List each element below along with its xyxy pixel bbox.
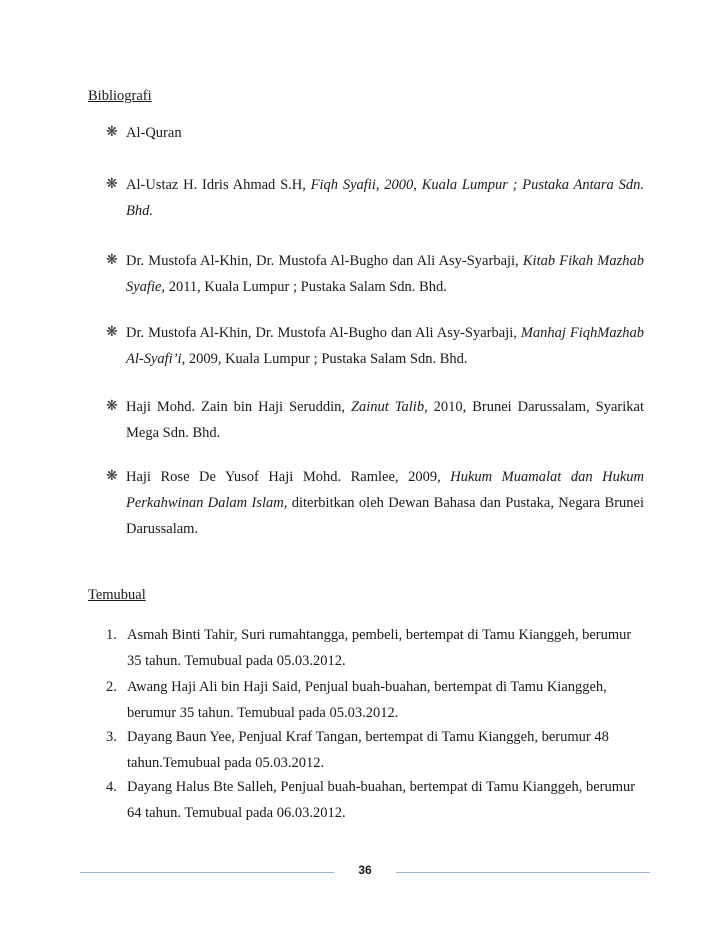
citation-text: Haji Mohd. Zain bin Haji Seruddin, bbox=[126, 399, 351, 415]
footer-rule-right bbox=[396, 872, 650, 873]
citation-text: 2009, Kuala Lumpur ; Pustaka Salam Sdn. Bhd. bbox=[185, 351, 468, 367]
interview-text: Dayang Halus Bte Salleh, Penjual buah-buahan, bertempat di Tamu Kianggeh, berumur 64 tahun. Temubual pada 06.03.2012. bbox=[127, 779, 636, 821]
interview-text: Dayang Baun Yee, Penjual Kraf Tangan, bertempat di Tamu Kianggeh, berumur 48 tahun.Temubual pada 05.03.2012. bbox=[127, 729, 609, 771]
citation-text: , diterbitkan oleh Dewan Bahasa dan Pustaka, Negara Brunei Darussalam. bbox=[126, 495, 644, 537]
citation-title: Zainut Talib, bbox=[350, 399, 428, 415]
citation-text: Dr. Mustofa Al-Khin, Dr. Mustofa Al-Bugho dan Ali Asy-Syarbaji, bbox=[126, 253, 523, 269]
interview-number: 3. bbox=[106, 729, 117, 745]
bibliography-entry-text bbox=[126, 320, 644, 372]
bullet-icon: ❋ bbox=[106, 469, 118, 484]
interview-number: 4. bbox=[106, 779, 117, 795]
citation-text: 2011, Kuala Lumpur ; Pustaka Salam Sdn. Bhd. bbox=[165, 279, 447, 295]
citation-text: Al-Quran bbox=[126, 125, 182, 141]
citation-title: Fiqh Syafii, 2000, Kuala Lumpur ; Pustaka Antara Sdn. Bhd. bbox=[126, 177, 644, 219]
footer-rule-left bbox=[80, 872, 334, 873]
interview-number: 2. bbox=[106, 679, 117, 695]
citation-title: Kitab Fikah Mazhab Syafie, bbox=[126, 253, 645, 295]
citation-title: Manhaj FiqhMazhab Al-Syafi’i, bbox=[126, 325, 645, 367]
page-number: 36 bbox=[358, 863, 372, 877]
interview-text: Awang Haji Ali bin Haji Said, Penjual buah-buahan, bertempat di Tamu Kianggeh, berumur 35 tahun. Temubual pada 05.03.2012. bbox=[127, 679, 607, 721]
citation-text: Dr. Mustofa Al-Khin, Dr. Mustofa Al-Bugho dan Ali Asy-Syarbaji, bbox=[126, 325, 521, 341]
bibliography-entry-text bbox=[126, 464, 644, 542]
bullet-icon: ❋ bbox=[106, 253, 118, 268]
citation-text: Haji Rose De Yusof Haji Mohd. Ramlee, 2009, bbox=[126, 469, 451, 485]
bullet-icon: ❋ bbox=[106, 325, 118, 340]
bibliography-entry-text bbox=[126, 120, 644, 146]
bibliography-entry-text bbox=[126, 248, 644, 300]
interview-text: Asmah Binti Tahir, Suri rumahtangga, pembeli, bertempat di Tamu Kianggeh, berumur 35 tahun. Temubual pada 05.03.2012. bbox=[127, 627, 632, 669]
bibliography-entry-text bbox=[126, 172, 644, 224]
bullet-icon: ❋ bbox=[106, 399, 118, 414]
bullet-icon: ❋ bbox=[106, 125, 118, 140]
interview-number: 1. bbox=[106, 627, 117, 643]
interviews-heading: Temubual bbox=[88, 587, 146, 603]
bibliography-entry-text bbox=[126, 394, 644, 446]
citation-text: Al-Ustaz H. Idris Ahmad S.H, bbox=[126, 177, 311, 193]
bullet-icon: ❋ bbox=[106, 177, 118, 192]
citation-title: Hukum Muamalat dan Hukum Perkahwinan Dalam Islam bbox=[126, 469, 644, 511]
citation-text: 2010, Brunei Darussalam, Syarikat Mega Sdn. Bhd. bbox=[126, 399, 644, 441]
bibliography-heading: Bibliografi bbox=[88, 88, 152, 104]
